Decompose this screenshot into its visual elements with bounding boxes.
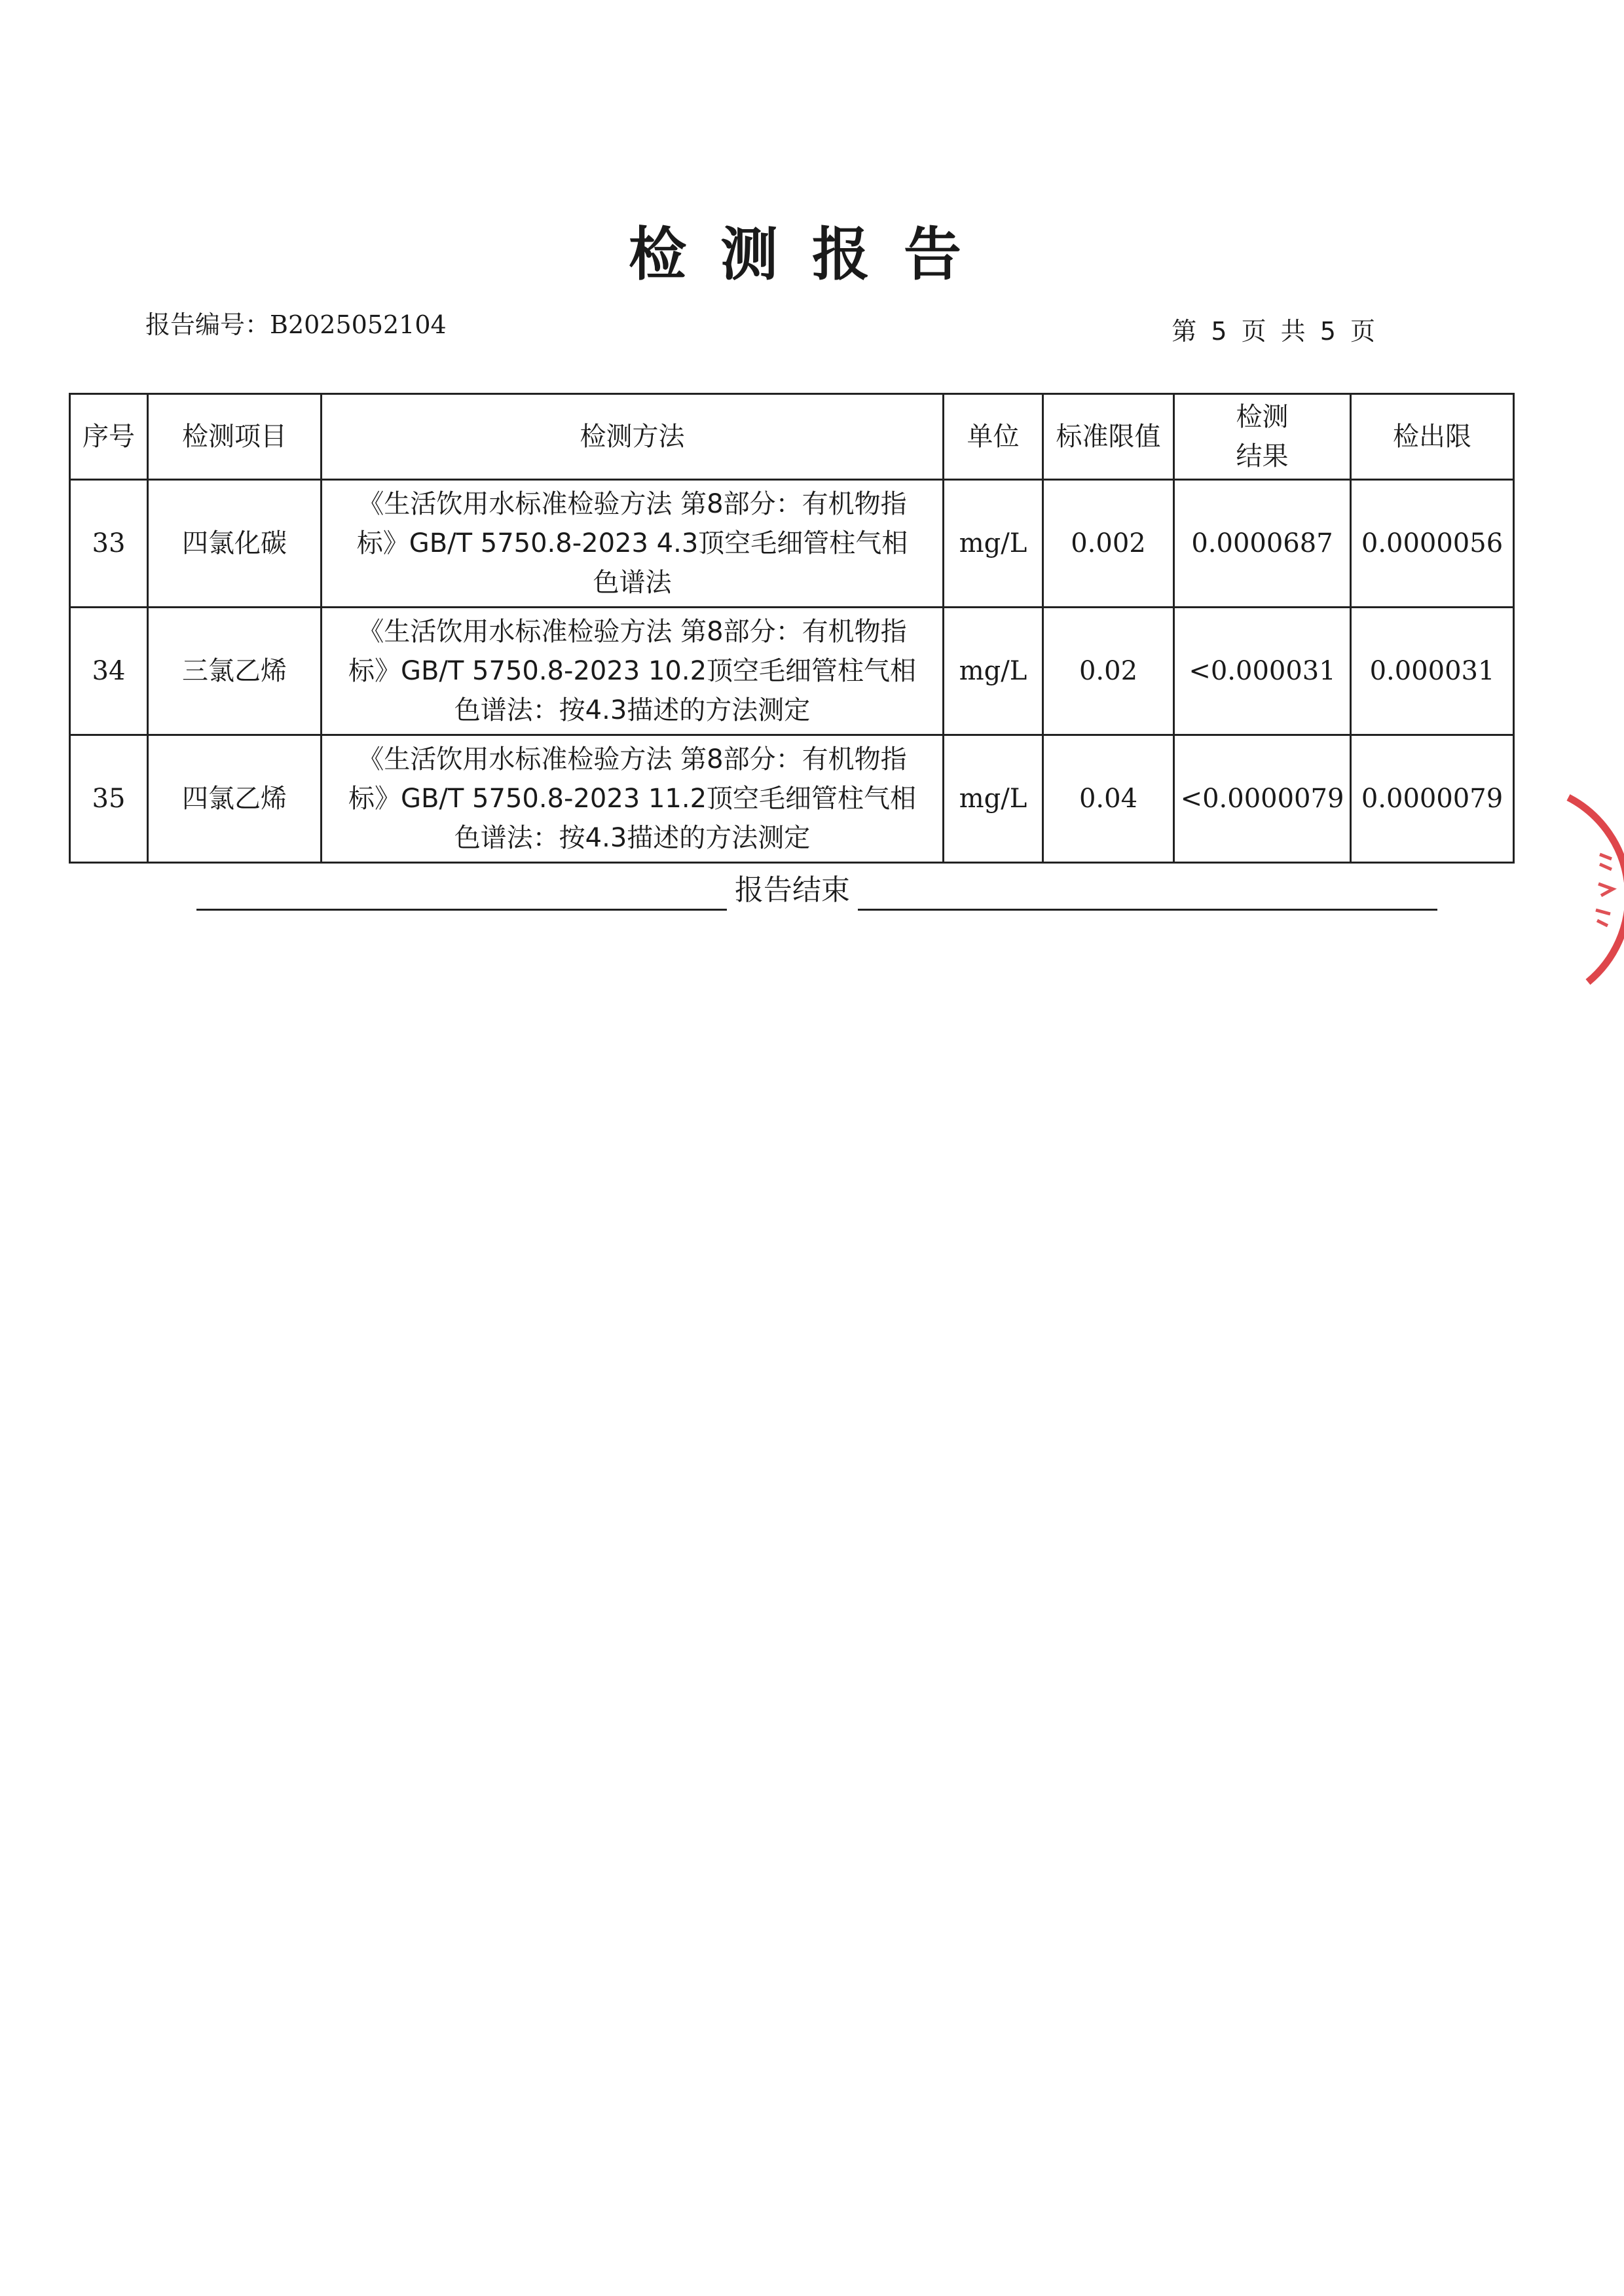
cell-item: 四氯乙烯 [148,735,322,863]
method-line: 《生活饮用水标准检验方法 第8部分：有机物指 [358,489,907,519]
table-row [70,608,1514,735]
table-row [70,735,1514,863]
header-method: 检测方法 [322,394,944,480]
report-number [145,304,447,340]
cell-seq: 33 [70,480,148,608]
method-line: 《生活饮用水标准检验方法 第8部分：有机物指 [358,617,907,647]
cell-detection-limit: 0.0000056 [1351,480,1514,608]
cell-detection-limit: 0.0000079 [1351,735,1514,863]
report-number-label: 报告编号： [145,310,270,339]
cell-method [322,735,944,863]
page-indicator: 第 5 页 共 5 页 [1172,317,1375,346]
method-line: 色谱法：按4.3描述的方法测定 [454,823,811,853]
report-end-text: 报告结束 [735,873,850,907]
header-unit: 单位 [944,394,1043,480]
cell-item: 三氯乙烯 [148,608,322,735]
results-table [69,393,1515,864]
header-result-line1: 检测 [1236,402,1289,432]
cell-method [322,480,944,608]
method-line: 标》GB/T 5750.8-2023 10.2顶空毛细管柱气相 [348,656,917,686]
cell-result: 0.0000687 [1174,480,1351,608]
cell-method [322,608,944,735]
red-seal-fragment-icon [1562,786,1624,995]
method-line: 标》GB/T 5750.8-2023 11.2顶空毛细管柱气相 [348,784,917,814]
report-number-value: B2025052104 [270,310,447,339]
method-line: 色谱法 [593,568,672,598]
cell-limit: 0.002 [1043,480,1174,608]
table-row [70,480,1514,608]
cell-unit: mg/L [944,480,1043,608]
header-result [1174,394,1351,480]
cell-result: <0.000031 [1174,608,1351,735]
cell-limit: 0.02 [1043,608,1174,735]
end-rule-left [196,909,727,911]
cell-detection-limit: 0.000031 [1351,608,1514,735]
method-line: 标》GB/T 5750.8-2023 4.3顶空毛细管柱气相 [356,528,908,558]
cell-seq: 34 [70,608,148,735]
cell-item: 四氯化碳 [148,480,322,608]
header-item: 检测项目 [148,394,322,480]
cell-seq: 35 [70,735,148,863]
cell-unit: mg/L [944,608,1043,735]
table-header-row [70,394,1514,480]
header-detection-limit: 检出限 [1351,394,1514,480]
cell-limit: 0.04 [1043,735,1174,863]
end-rule-right [858,909,1437,911]
cell-unit: mg/L [944,735,1043,863]
header-result-line2: 结果 [1236,441,1289,471]
report-title: 检测报告 [628,221,995,288]
header-seq: 序号 [70,394,148,480]
method-line: 色谱法：按4.3描述的方法测定 [454,695,811,725]
header-limit: 标准限值 [1043,394,1174,480]
report-end-marker [196,871,1437,910]
method-line: 《生活饮用水标准检验方法 第8部分：有机物指 [358,744,907,774]
cell-result: <0.0000079 [1174,735,1351,863]
